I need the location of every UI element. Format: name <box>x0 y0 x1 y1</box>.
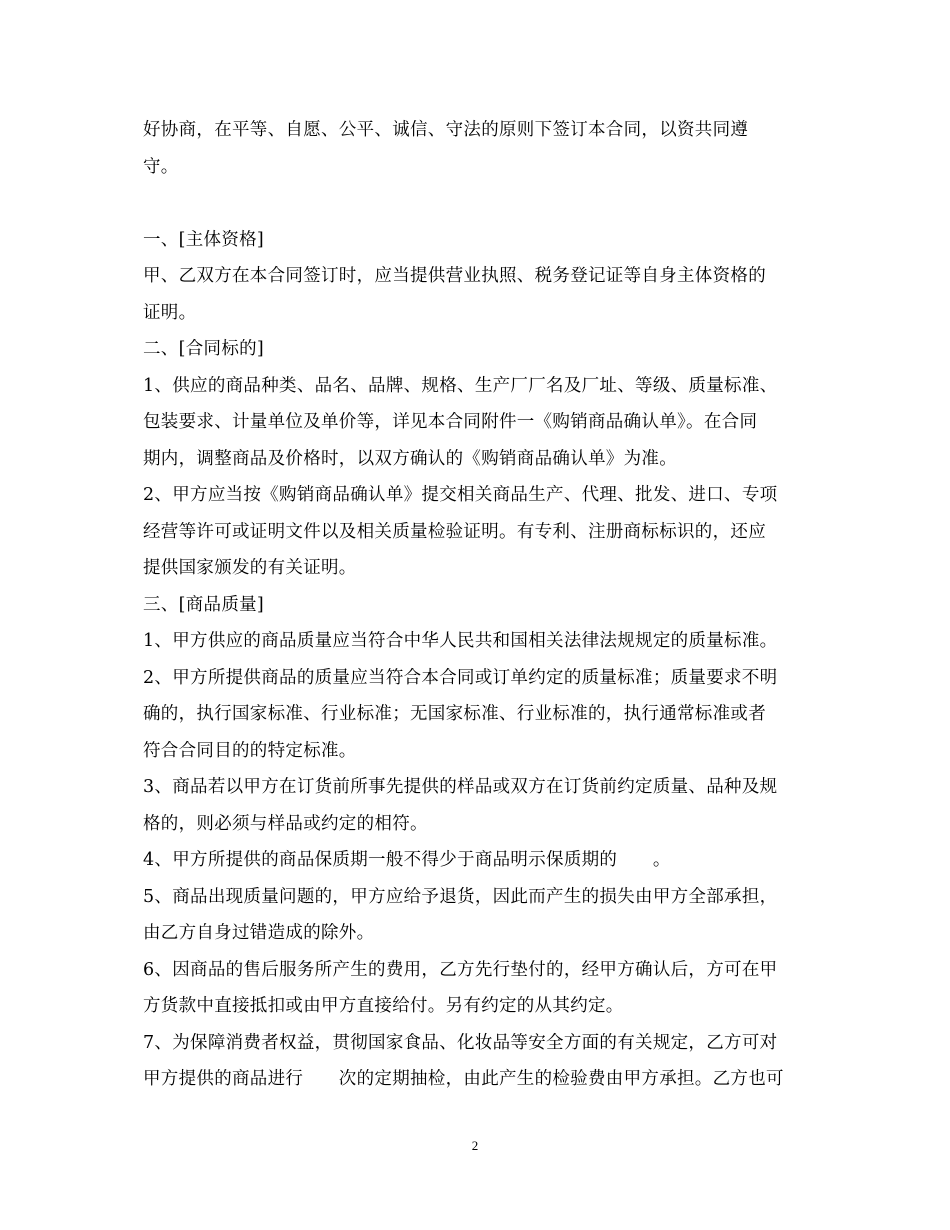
text-line: 4、甲方所提供的商品保质期一般不得少于商品明示保质期的 。 <box>143 850 671 870</box>
text-line: 由乙方自身过错造成的除外。 <box>143 923 375 943</box>
section-heading-subject-qualification: 一、[主体资格] <box>143 229 265 250</box>
blank-line <box>143 185 813 222</box>
text-line: 包装要求、计量单位及单价等，详见本合同附件一《购销商品确认单》。在合同 <box>143 412 758 432</box>
text-line: 5、商品出现质量问题的，甲方应给予退货，因此而产生的损失由甲方全部承担， <box>143 886 778 907</box>
text-line: 经营等许可或证明文件以及相关质量检验证明。有专利、注册商标标识的，还应 <box>143 521 766 542</box>
text-line: 好协商，在平等、自愿、公平、诚信、守法的原则下签订本合同，以资共同遵 <box>143 120 749 140</box>
text-line: 2、甲方应当按《购销商品确认单》提交相关商品生产、代理、批发、进口、专项 <box>143 485 778 505</box>
text-line: 6、因商品的售后服务所产生的费用，乙方先行垫付的，经甲方确认后，方可在甲 <box>143 959 778 980</box>
text-line: 确的，执行国家标准、行业标准；无国家标准、行业标准的，执行通常标准或者 <box>143 704 766 724</box>
text-line: 甲方提供的商品进行 次的定期抽检，由此产生的检验费由甲方承担。乙方也可 <box>143 1069 784 1089</box>
text-line: 提供国家颁发的有关证明。 <box>143 558 357 578</box>
text-line: 1、供应的商品种类、品名、品牌、规格、生产厂厂名及厂址、等级、质量标准、 <box>143 375 778 396</box>
contract-body-text <box>143 112 813 1098</box>
text-line: 守。 <box>143 156 179 177</box>
text-line: 2、甲方所提供商品的质量应当符合本合同或订单约定的质量标准；质量要求不明 <box>143 667 778 688</box>
text-line: 甲、乙双方在本合同签订时，应当提供营业执照、税务登记证等自身主体资格的 <box>143 266 766 286</box>
text-line: 期内，调整商品及价格时，以双方确认的《购销商品确认单》为准。 <box>143 448 677 469</box>
text-line: 符合合同目的的特定标准。 <box>143 740 357 761</box>
text-line: 方货款中直接抵扣或由甲方直接给付。另有约定的从其约定。 <box>143 996 624 1016</box>
text-line: 3、商品若以甲方在订货前所事先提供的样品或双方在订货前约定质量、品种及规 <box>143 777 778 797</box>
text-line: 1、甲方供应的商品质量应当符合中华人民共和国相关法律法规规定的质量标准。 <box>143 631 778 651</box>
page-number: 2 <box>471 1138 479 1153</box>
section-heading-contract-subject: 二、[合同标的] <box>143 339 265 359</box>
text-line: 7、为保障消费者权益，贯彻国家食品、化妆品等安全方面的有关规定，乙方可对 <box>143 1032 778 1053</box>
text-line: 格的，则必须与样品或约定的相符。 <box>143 813 428 834</box>
text-line: 证明。 <box>143 302 197 323</box>
section-heading-product-quality: 三、[商品质量] <box>143 594 265 615</box>
